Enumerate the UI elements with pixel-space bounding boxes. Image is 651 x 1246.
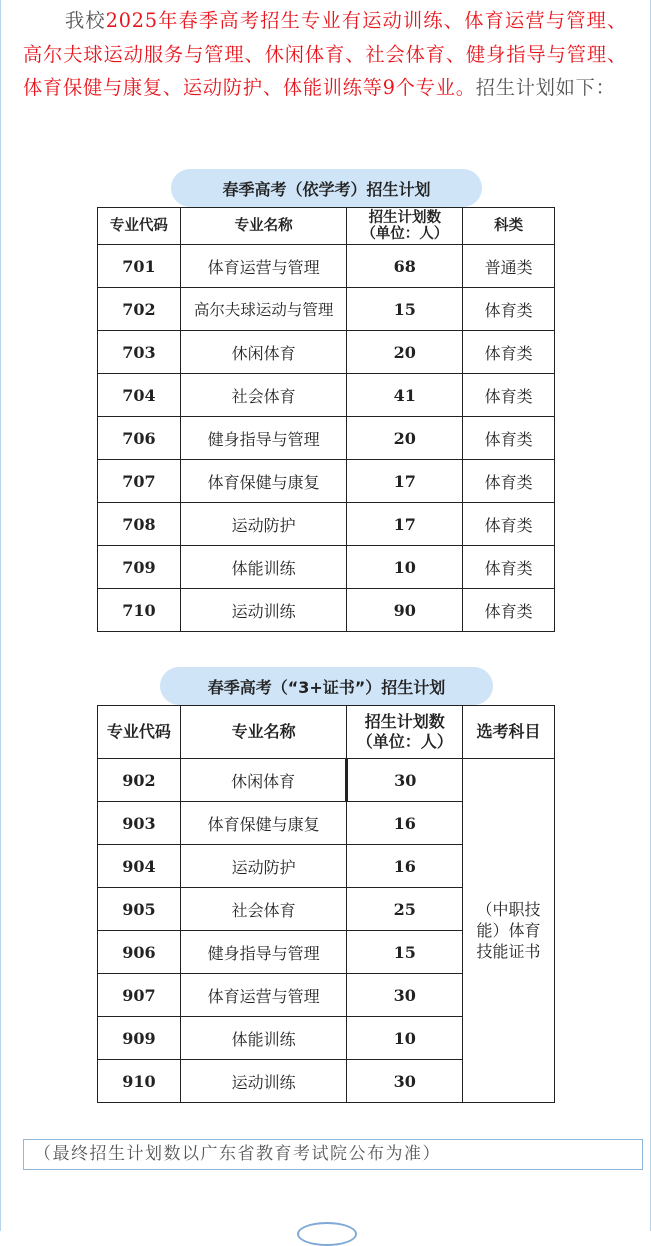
cell-category: 体育类 xyxy=(463,417,555,460)
cell-code: 702 xyxy=(98,288,181,331)
cell-name: 运动训练 xyxy=(180,1060,347,1103)
table-row xyxy=(98,374,555,417)
header-count-line1: 招生计划数 xyxy=(364,712,445,731)
table1-title: 春季高考（依学考）招生计划 xyxy=(171,169,482,207)
cell-code: 710 xyxy=(98,589,181,632)
cell-count: 25 xyxy=(347,888,463,931)
cell-count: 30 xyxy=(347,1060,463,1103)
cell-name: 体能训练 xyxy=(180,1017,347,1060)
cell-name: 高尔夫球运动与管理 xyxy=(180,288,347,331)
table-row xyxy=(98,759,555,802)
cell-name: 社会体育 xyxy=(180,374,347,417)
cell-code: 904 xyxy=(98,845,181,888)
cell-count: 20 xyxy=(347,331,463,374)
cell-code: 906 xyxy=(98,931,181,974)
table2-header-row xyxy=(98,706,555,759)
header-code: 专业代码 xyxy=(98,706,181,759)
cell-count: 16 xyxy=(347,802,463,845)
header-name: 专业名称 xyxy=(180,706,347,759)
cell-count: 68 xyxy=(347,245,463,288)
cell-count: 20 xyxy=(347,417,463,460)
cell-name: 体能训练 xyxy=(180,546,347,589)
footnote: （最终招生计划数以广东省教育考试院公布为准） xyxy=(23,1139,643,1170)
table-row xyxy=(98,245,555,288)
cell-name: 体育保健与康复 xyxy=(180,460,347,503)
cell-name: 体育运营与管理 xyxy=(180,245,347,288)
intro-prefix: 我校 xyxy=(65,9,106,32)
cell-name: 运动防护 xyxy=(180,503,347,546)
cell-name: 运动训练 xyxy=(180,589,347,632)
table-row xyxy=(98,503,555,546)
table2-title: 春季高考（“3+证书”）招生计划 xyxy=(160,667,493,705)
cell-code: 701 xyxy=(98,245,181,288)
cell-count: 16 xyxy=(347,845,463,888)
cell-code: 709 xyxy=(98,546,181,589)
cell-category: 体育类 xyxy=(463,374,555,417)
cell-name: 社会体育 xyxy=(180,888,347,931)
cell-count: 10 xyxy=(347,1017,463,1060)
cell-category: 体育类 xyxy=(463,546,555,589)
cell-count: 90 xyxy=(347,589,463,632)
header-subject: 选考科目 xyxy=(463,706,555,759)
cell-name: 运动防护 xyxy=(180,845,347,888)
header-count xyxy=(347,208,463,245)
cell-name: 体育保健与康复 xyxy=(180,802,347,845)
table-row xyxy=(98,331,555,374)
cell-code: 703 xyxy=(98,331,181,374)
cell-code: 907 xyxy=(98,974,181,1017)
intro-highlight: 2025年春季高考招生专业有运动训练、体育运营与管理、高尔夫球运动服务与管理、休闲体育、社会体育、健身指导与管理、体育保健与康复、运动防护、体能训练等9个专业。 xyxy=(23,9,627,99)
cell-category: 普通类 xyxy=(463,245,555,288)
header-name: 专业名称 xyxy=(180,208,347,245)
cell-category: 体育类 xyxy=(463,331,555,374)
cell-code: 704 xyxy=(98,374,181,417)
table-row xyxy=(98,546,555,589)
cell-category: 体育类 xyxy=(463,503,555,546)
decorative-emblem-icon xyxy=(297,1222,357,1246)
cell-name: 健身指导与管理 xyxy=(180,417,347,460)
cell-code: 706 xyxy=(98,417,181,460)
cell-count: 15 xyxy=(347,931,463,974)
table-row xyxy=(98,288,555,331)
cell-code: 910 xyxy=(98,1060,181,1103)
cell-name: 健身指导与管理 xyxy=(180,931,347,974)
table-row xyxy=(98,417,555,460)
table1-header-row xyxy=(98,208,555,245)
cell-code: 708 xyxy=(98,503,181,546)
enrollment-table-2 xyxy=(97,705,555,1103)
cell-name: 休闲体育 xyxy=(180,331,347,374)
cell-category: 体育类 xyxy=(463,460,555,503)
enrollment-table-1 xyxy=(97,207,555,632)
table-row xyxy=(98,460,555,503)
header-category: 科类 xyxy=(463,208,555,245)
intro-paragraph xyxy=(23,4,627,105)
header-count-line2: （单位：人） xyxy=(361,226,449,242)
intro-suffix: 招生计划如下： xyxy=(475,76,616,99)
header-count-line2: （单位：人） xyxy=(356,732,453,751)
cell-count: 17 xyxy=(347,460,463,503)
cell-count: 17 xyxy=(347,503,463,546)
cell-count: 10 xyxy=(347,546,463,589)
cell-code: 905 xyxy=(98,888,181,931)
header-count xyxy=(347,706,463,759)
cell-name: 休闲体育 xyxy=(180,759,347,802)
header-count-line1: 招生计划数 xyxy=(368,210,442,226)
cell-code: 903 xyxy=(98,802,181,845)
header-code: 专业代码 xyxy=(98,208,181,245)
cell-count: 30 xyxy=(347,759,463,802)
cell-code: 902 xyxy=(98,759,181,802)
cell-name: 体育运营与管理 xyxy=(180,974,347,1017)
cell-category: 体育类 xyxy=(463,288,555,331)
cell-subject: （中职技能）体育技能证书 xyxy=(463,759,555,1103)
cell-count: 30 xyxy=(347,974,463,1017)
cell-count: 41 xyxy=(347,374,463,417)
cell-category: 体育类 xyxy=(463,589,555,632)
table-row xyxy=(98,589,555,632)
cell-code: 707 xyxy=(98,460,181,503)
cell-count: 15 xyxy=(347,288,463,331)
cell-code: 909 xyxy=(98,1017,181,1060)
